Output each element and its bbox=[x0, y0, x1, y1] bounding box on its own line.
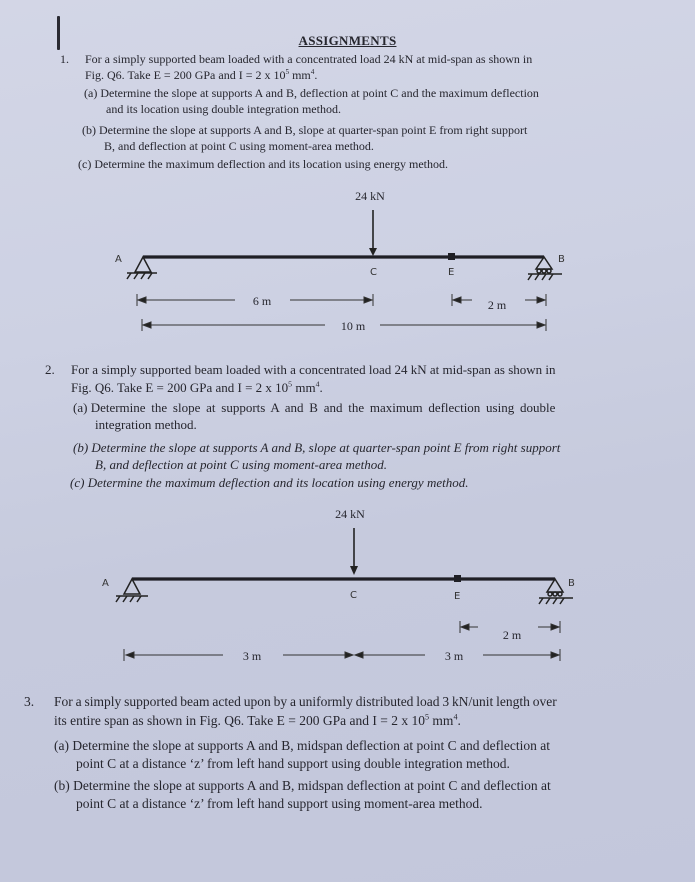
question-stem-line2 bbox=[71, 379, 323, 396]
label-e: E bbox=[448, 267, 455, 278]
part-label: (b) bbox=[54, 778, 70, 793]
question-stem-line2 bbox=[54, 712, 461, 730]
part-c bbox=[78, 157, 448, 173]
point-load-arrow-icon bbox=[369, 210, 377, 256]
part-text: point C at a distance ‘z’ from left hand support using double integration method. bbox=[76, 756, 510, 771]
stem-text: its entire span as shown in Fig. Q6. Take E = 200 GPa and I = 2 x 10 bbox=[54, 713, 425, 728]
stem-text: Fig. Q6. Take E = 200 GPa and I = 2 x 10 bbox=[85, 68, 286, 82]
load-label: 24 kN bbox=[355, 189, 385, 203]
part-label: (a) bbox=[73, 400, 88, 415]
point-e-marker bbox=[448, 253, 455, 260]
question-stem-line1: For a simply supported beam acted upon by a uniformly distributed load 3 kN/unit length over bbox=[54, 694, 557, 709]
part-text: B, and deflection at point C using moment-area method. bbox=[95, 457, 387, 472]
stem-end: . bbox=[314, 68, 318, 82]
part-text: Determine the slope at supports A and B, deflection at point C and the maximum deflection bbox=[100, 86, 539, 100]
exponent: 5 bbox=[285, 68, 290, 76]
exponent: 5 bbox=[425, 712, 430, 722]
part-label: (a) bbox=[54, 738, 69, 753]
label-a: A bbox=[102, 578, 109, 589]
part-text: Determine the maximum deflection and its location using energy method. bbox=[87, 475, 469, 490]
part-text: integration method. bbox=[95, 417, 197, 432]
label-a: A bbox=[115, 254, 122, 265]
beam-diagram bbox=[80, 500, 600, 680]
part-text: point C at a distance ‘z’ from left hand support using moment-area method. bbox=[76, 796, 483, 811]
part-a bbox=[73, 399, 555, 433]
dim-label-2m: 2 m bbox=[502, 628, 522, 642]
part-label: (a) bbox=[84, 86, 98, 100]
label-b: B bbox=[568, 578, 575, 589]
beam-figure-1 bbox=[100, 180, 600, 340]
point-load-arrow-icon bbox=[350, 528, 358, 575]
part-label: (b) bbox=[73, 440, 89, 455]
part-a bbox=[84, 86, 539, 117]
label-e: E bbox=[454, 591, 461, 602]
part-b bbox=[73, 439, 560, 473]
question-1 bbox=[60, 52, 670, 177]
part-text: Determine the slope at supports A and B, slope at quarter-span point E from right support bbox=[91, 440, 561, 455]
part-c bbox=[70, 474, 468, 491]
question-number: 2. bbox=[45, 362, 55, 377]
label-b: B bbox=[558, 254, 565, 265]
dim-label-3m-right: 3 m bbox=[444, 649, 464, 663]
part-b bbox=[82, 123, 527, 154]
stem-text: Fig. Q6. Take E = 200 GPa and I = 2 x 10 bbox=[71, 380, 289, 395]
pin-support-icon bbox=[116, 579, 148, 602]
exponent: 4 bbox=[315, 379, 320, 389]
part-text: Determine the slope at supports A and B, midspan deflection at point C and deflection at bbox=[72, 738, 551, 753]
part-a bbox=[54, 737, 550, 773]
part-text: Determine the slope at supports A and B and the maximum deflection using double bbox=[90, 400, 556, 415]
part-text: and its location using double integration method. bbox=[106, 101, 341, 116]
dim-label-10m: 10 m bbox=[340, 319, 366, 333]
label-c: C bbox=[370, 267, 377, 278]
unit: mm bbox=[429, 713, 454, 728]
unit: mm bbox=[289, 68, 311, 82]
part-label: (b) bbox=[82, 123, 96, 137]
label-c: C bbox=[350, 590, 357, 601]
pin-support-icon bbox=[127, 257, 157, 279]
exponent: 4 bbox=[310, 68, 315, 76]
beam-diagram bbox=[100, 180, 600, 340]
part-text: B, and deflection at point C using moment-area method. bbox=[104, 138, 374, 153]
part-b bbox=[54, 777, 551, 813]
unit: mm bbox=[292, 380, 316, 395]
dim-label-6m: 6 m bbox=[252, 294, 272, 308]
part-label: (c) bbox=[78, 157, 92, 171]
exponent: 4 bbox=[453, 712, 458, 722]
page-title: ASSIGNMENTS bbox=[298, 33, 397, 48]
dim-label-3m-left: 3 m bbox=[242, 649, 262, 663]
question-number: 3. bbox=[24, 694, 35, 709]
part-text: Determine the slope at supports A and B, midspan deflection at point C and deflection at bbox=[73, 778, 551, 793]
question-stem-line2 bbox=[85, 68, 317, 84]
dim-label-2m: 2 m bbox=[487, 298, 507, 312]
question-number: 1. bbox=[60, 52, 69, 66]
question-stem-line1: For a simply supported beam loaded with a concentrated load 24 kN at mid-span as shown in bbox=[71, 362, 556, 377]
stem-end: . bbox=[319, 380, 323, 395]
load-label: 24 kN bbox=[335, 507, 365, 521]
part-label: (c) bbox=[70, 475, 85, 490]
question-3 bbox=[24, 693, 689, 828]
dimension-3m-left bbox=[124, 649, 353, 661]
beam-figure-2 bbox=[80, 500, 600, 680]
question-stem-line1: For a simply supported beam loaded with a concentrated load 24 kN at mid-span as shown in bbox=[85, 52, 533, 66]
exponent: 5 bbox=[288, 379, 293, 389]
question-2 bbox=[45, 361, 685, 491]
point-e-marker bbox=[454, 575, 461, 582]
part-text: Determine the slope at supports A and B, slope at quarter-span point E from right support bbox=[99, 123, 528, 137]
roller-support-icon bbox=[528, 257, 562, 280]
part-text: Determine the maximum deflection and its location using energy method. bbox=[94, 157, 449, 171]
stem-end: . bbox=[457, 713, 461, 728]
